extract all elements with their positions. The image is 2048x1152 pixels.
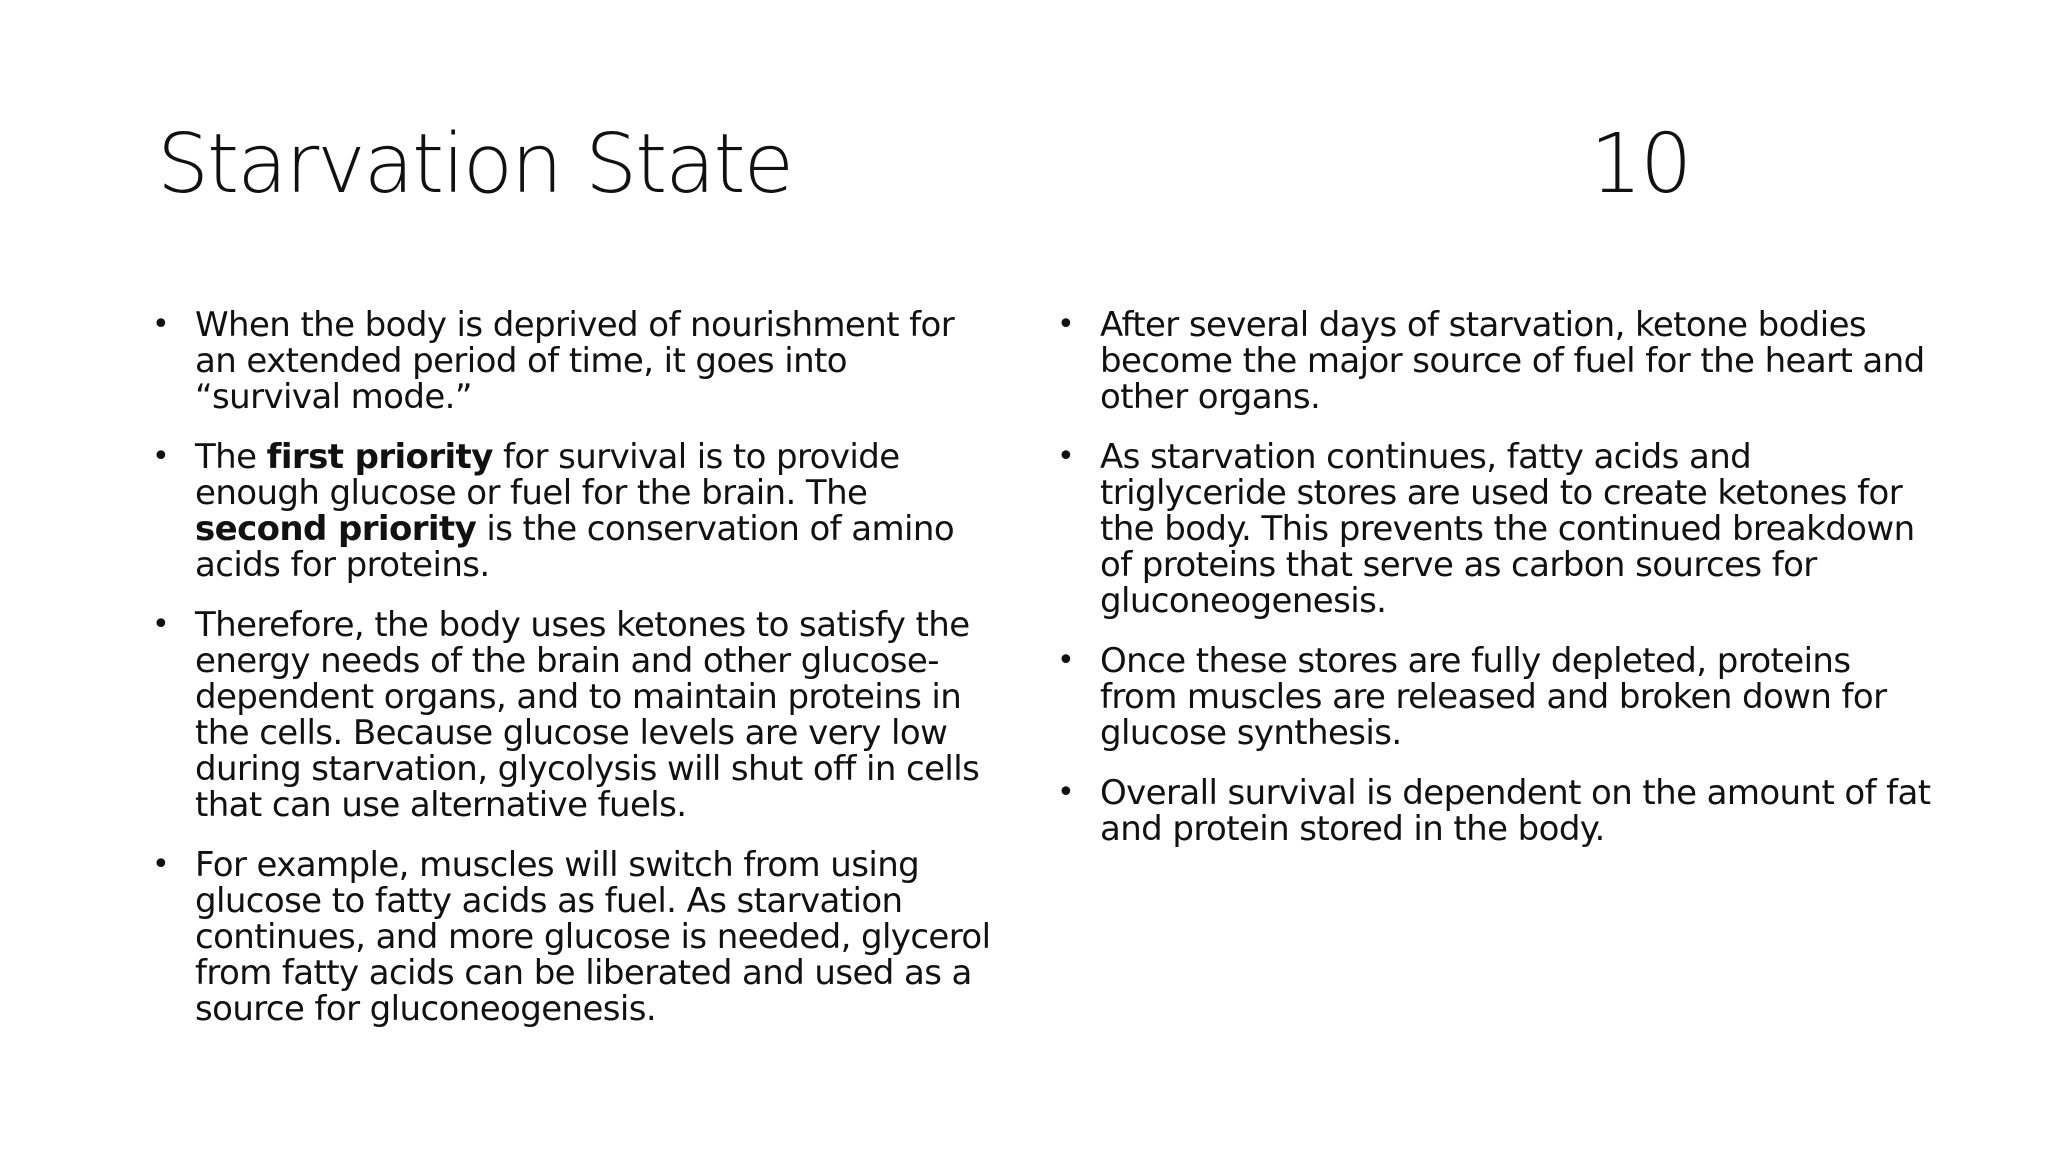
bullet-item [1055, 307, 1935, 415]
bullet-text: Overall survival is dependent on the amount of fat and protein stored in the body. [1100, 773, 1931, 849]
right-bullet-list [1055, 307, 1935, 871]
bullet-text: After several days of starvation, ketone bodies become the major source of fuel for the heart and other organs. [1100, 305, 1925, 417]
bullet-item [150, 607, 1000, 823]
bullet-dot: • [152, 607, 170, 642]
bullet-dot: • [152, 439, 170, 474]
bullet-text: Therefore, the body uses ketones to satisfy the energy needs of the brain and other glucose-dependent organs, and to maintain proteins in the cells. Because glucose levels are very low during starvation, glycolysis will shut off in cells that can use alternative fuels. [195, 605, 980, 825]
bullet-dot: • [152, 847, 170, 882]
bullet-item [150, 439, 1000, 583]
bullet-item [1055, 643, 1935, 751]
bullet-dot: • [1057, 439, 1075, 474]
bullet-item [150, 847, 1000, 1027]
bullet-dot: • [1057, 643, 1075, 678]
bullet-item [1055, 775, 1935, 847]
bullet-item [150, 307, 1000, 415]
bullet-bold-text: first priority [266, 437, 493, 477]
bullet-dot: • [152, 307, 170, 342]
bullet-dot: • [1057, 307, 1075, 342]
bullet-item [1055, 439, 1935, 619]
slide-number: 10 [1590, 117, 1691, 212]
bullet-text: for survival is to provide enough glucose or fuel for the brain. The [195, 437, 900, 513]
slide-title: Starvation State [157, 117, 793, 212]
bullet-text: The [195, 437, 267, 477]
bullet-text: is the conservation of amino acids for proteins. [195, 509, 955, 585]
bullet-text: As starvation continues, fatty acids and triglyceride stores are used to create ketones for the body. This prevents the continued breakdown of proteins that serve as carbon sources for gluconeogenesis. [1100, 437, 1915, 621]
bullet-text: Once these stores are fully depleted, proteins from muscles are released and broken down for glucose synthesis. [1100, 641, 1887, 753]
bullet-text: When the body is deprived of nourishment for an extended period of time, it goes into “survival mode.” [195, 305, 955, 417]
bullet-dot: • [1057, 775, 1075, 810]
bullet-text: For example, muscles will switch from using glucose to fatty acids as fuel. As starvation continues, and more glucose is needed, glycerol from fatty acids can be liberated and used as a source for gluconeogenesis. [195, 845, 991, 1029]
left-bullet-list [150, 307, 1000, 1051]
bullet-bold-text: second priority [195, 509, 477, 549]
